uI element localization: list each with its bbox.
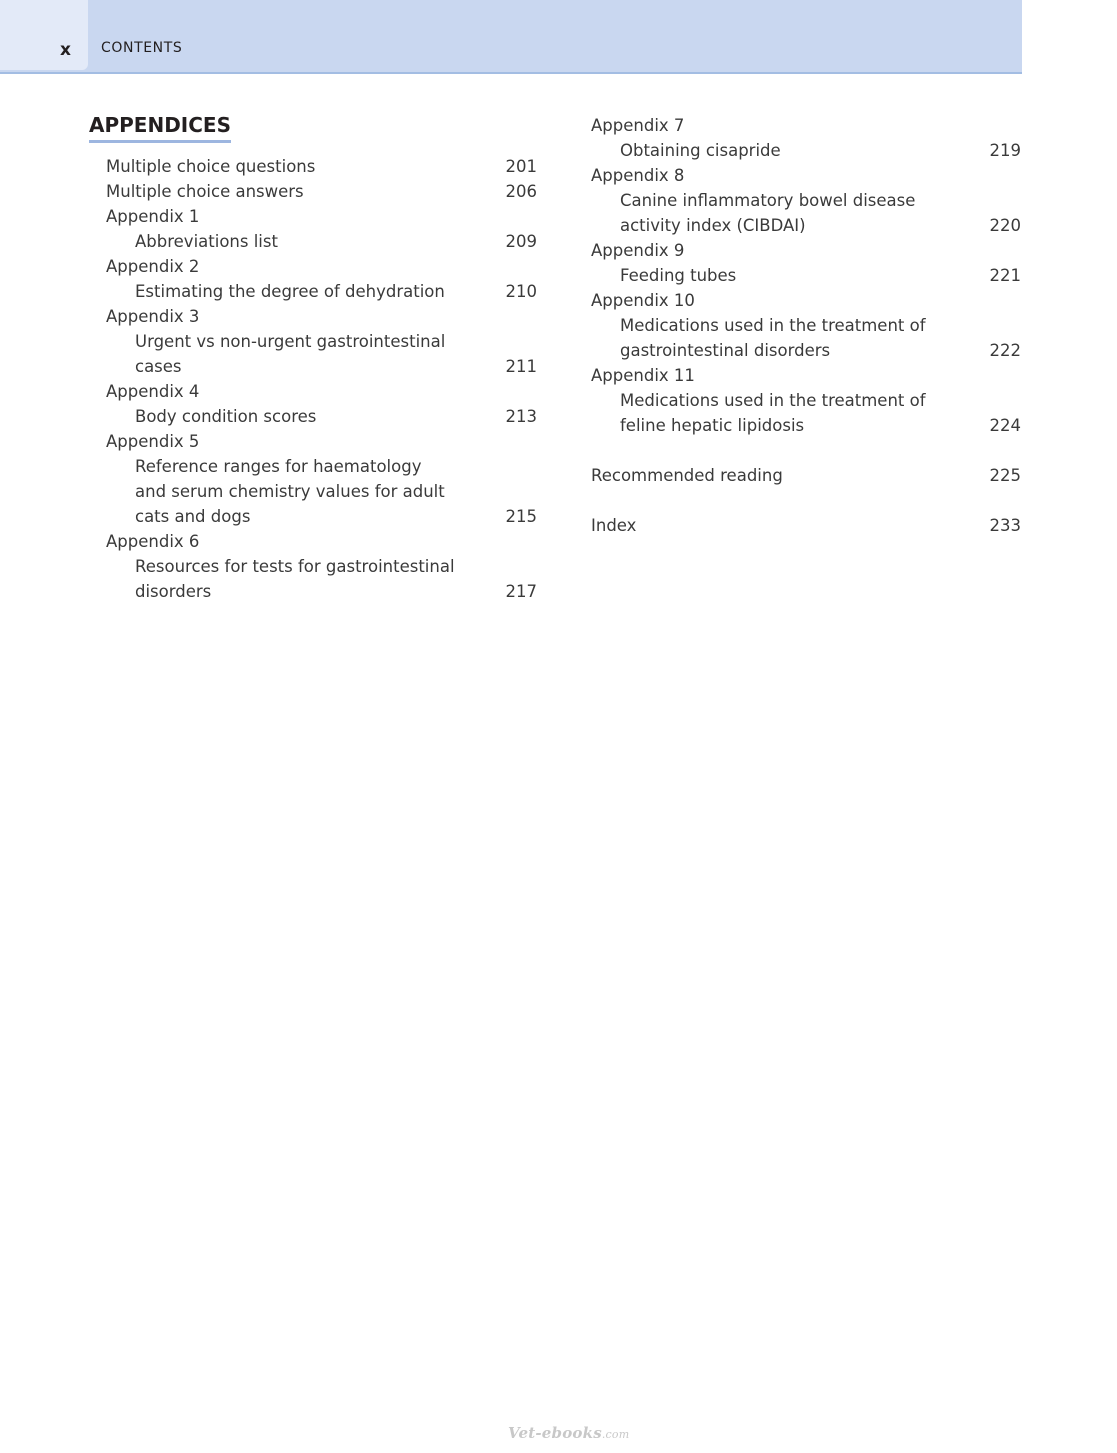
watermark-text: Vet-ebooks xyxy=(508,1424,602,1442)
toc-entry-title: Appendix 4 xyxy=(106,382,200,401)
toc-page-number: 221 xyxy=(989,266,1021,285)
toc-entry-title: Reference ranges for haematology and serum chemistry values for adult cats and dogs xyxy=(135,457,445,526)
toc-page-number: 215 xyxy=(505,507,537,526)
toc-entry xyxy=(106,204,537,229)
toc-left-column xyxy=(106,154,537,604)
toc-entry-title: Urgent vs non-urgent gastrointestinal cases xyxy=(135,332,446,376)
toc-entry-title: Appendix 8 xyxy=(591,166,685,185)
toc-subentry xyxy=(591,388,1021,438)
toc-entry xyxy=(591,463,1021,488)
toc-entry xyxy=(106,304,537,329)
toc-entry xyxy=(591,163,1021,188)
watermark-suffix: .com xyxy=(601,1428,630,1441)
toc-entry xyxy=(106,379,537,404)
toc-entry-title: Appendix 3 xyxy=(106,307,200,326)
toc-page-number: 217 xyxy=(505,582,537,601)
toc-entry-title: Index xyxy=(591,516,637,535)
toc-entry xyxy=(106,179,537,204)
section-heading: APPENDICES xyxy=(89,113,231,143)
toc-entry xyxy=(106,429,537,454)
watermark-logo xyxy=(508,1424,629,1442)
toc-entry-title: Appendix 5 xyxy=(106,432,200,451)
toc-entry-title: Abbreviations list xyxy=(135,232,278,251)
page-number: x xyxy=(60,40,71,60)
header-band xyxy=(0,0,1022,74)
toc-entry-title: Multiple choice answers xyxy=(106,182,304,201)
toc-entry-title: Recommended reading xyxy=(591,466,783,485)
toc-subentry xyxy=(591,313,1021,363)
toc-entry-title: Multiple choice questions xyxy=(106,157,316,176)
toc-page-number: 224 xyxy=(989,416,1021,435)
page-number-tab xyxy=(0,0,88,70)
toc-entry xyxy=(591,113,1021,138)
toc-entry-title: Obtaining cisapride xyxy=(620,141,781,160)
toc-page-number: 222 xyxy=(989,341,1021,360)
toc-entry xyxy=(106,254,537,279)
toc-page-number: 233 xyxy=(989,516,1021,535)
toc-entry xyxy=(591,288,1021,313)
toc-entry-title: Feeding tubes xyxy=(620,266,737,285)
toc-page-number: 209 xyxy=(505,232,537,251)
toc-page-number: 219 xyxy=(989,141,1021,160)
toc-subentry xyxy=(106,279,537,304)
toc-entry-title: Appendix 11 xyxy=(591,366,695,385)
toc-subentry xyxy=(106,404,537,429)
toc-subentry xyxy=(106,229,537,254)
toc-subentry xyxy=(106,329,537,379)
toc-subentry xyxy=(591,188,1021,238)
toc-subentry xyxy=(106,554,537,604)
toc-entry-title: Canine inflammatory bowel disease activity index (CIBDAI) xyxy=(620,191,916,235)
toc-entry xyxy=(591,238,1021,263)
toc-entry-title: Appendix 2 xyxy=(106,257,200,276)
toc-entry xyxy=(591,363,1021,388)
running-head: CONTENTS xyxy=(101,40,183,56)
toc-entry-title: Appendix 10 xyxy=(591,291,695,310)
toc-entry-title: Body condition scores xyxy=(135,407,317,426)
toc-page-number: 220 xyxy=(989,216,1021,235)
toc-entry-title: Appendix 6 xyxy=(106,532,200,551)
toc-entry xyxy=(106,154,537,179)
toc-entry-title: Appendix 9 xyxy=(591,241,685,260)
toc-entry-title: Appendix 7 xyxy=(591,116,685,135)
toc-subentry xyxy=(591,138,1021,163)
toc-entry-title: Medications used in the treatment of gastrointestinal disorders xyxy=(620,316,926,360)
toc-subentry xyxy=(591,263,1021,288)
toc-subentry xyxy=(106,454,537,529)
toc-entry-title: Resources for tests for gastrointestinal disorders xyxy=(135,557,455,601)
toc-entry-title: Estimating the degree of dehydration xyxy=(135,282,445,301)
toc-entry-title: Medications used in the treatment of feline hepatic lipidosis xyxy=(620,391,926,435)
toc-page-number: 211 xyxy=(505,357,537,376)
toc-entry xyxy=(591,513,1021,538)
toc-entry-title: Appendix 1 xyxy=(106,207,200,226)
toc-page-number: 213 xyxy=(505,407,537,426)
toc-right-column xyxy=(591,113,1021,538)
toc-page-number: 206 xyxy=(505,182,537,201)
toc-page-number: 225 xyxy=(989,466,1021,485)
toc-page-number: 201 xyxy=(505,157,537,176)
toc-page-number: 210 xyxy=(505,282,537,301)
toc-entry xyxy=(106,529,537,554)
